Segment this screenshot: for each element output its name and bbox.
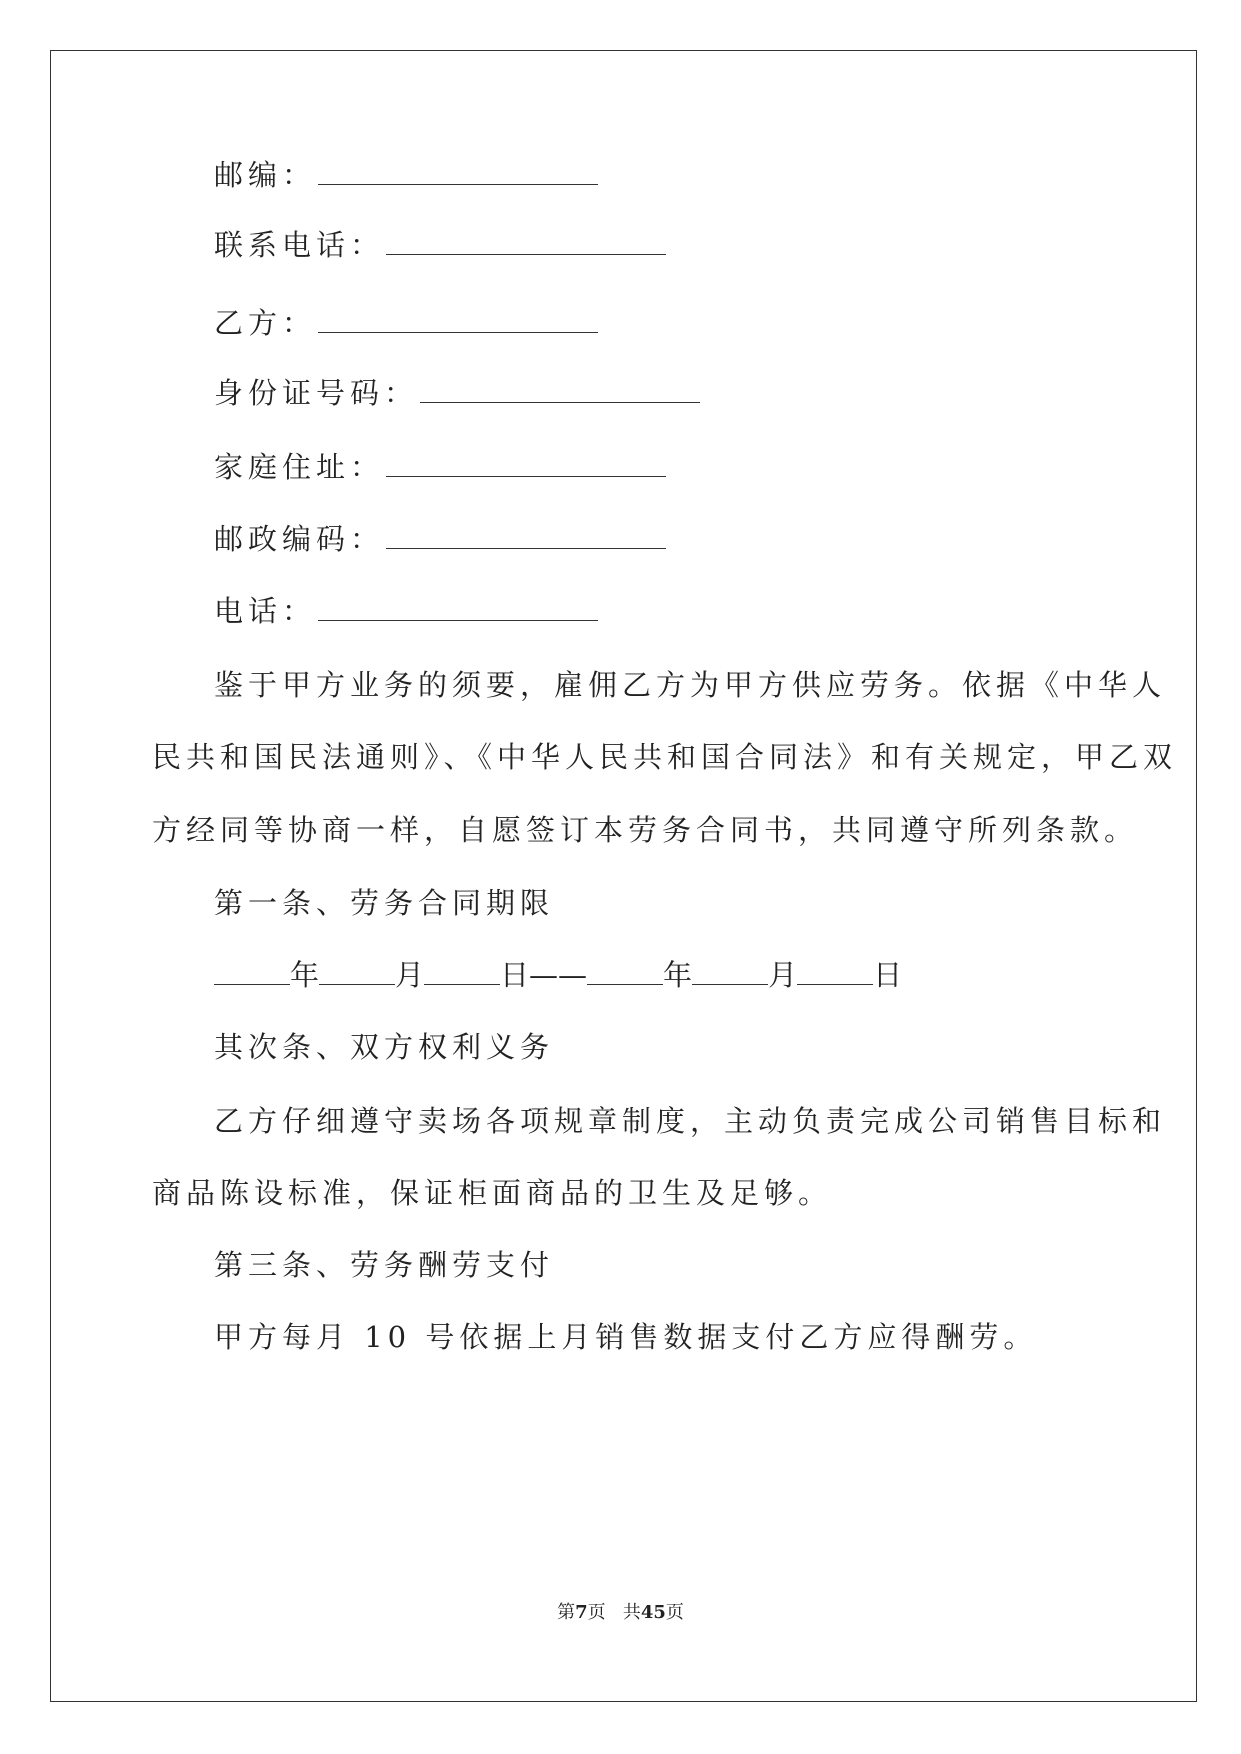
field-contact-phone [214, 225, 666, 265]
field-home-address [214, 447, 666, 487]
field-label: 邮政编码： [214, 522, 385, 556]
blank-end-year [587, 983, 663, 985]
date-unit: 日 [873, 958, 903, 992]
fill-blank [318, 183, 598, 185]
date-unit: 年 [663, 958, 693, 992]
article2-body-line-1: 乙方仔细遵守卖场各项规章制度，主动负责完成公司销售目标和 [214, 1104, 1167, 1138]
field-id-number [214, 373, 700, 413]
fill-blank [386, 547, 666, 549]
fill-blank [318, 619, 598, 621]
blank-start-year [214, 983, 290, 985]
field-label: 身份证号码： [214, 376, 419, 410]
article2-body-line-2: 商品陈设标准，保证柜面商品的卫生及足够。 [152, 1176, 833, 1210]
blank-end-month [692, 983, 768, 985]
article3-body: 甲方每月 10 号依据上月销售数据支付乙方应得酬劳。 [214, 1320, 1038, 1354]
fill-blank [318, 331, 598, 333]
fill-blank [386, 253, 666, 255]
footer-total-prefix: 共 [622, 1602, 641, 1623]
footer-prefix: 第 [557, 1602, 576, 1623]
field-label: 家庭住址： [214, 450, 385, 484]
field-phone [214, 591, 598, 631]
field-postal-code [214, 519, 666, 559]
field-party-b [214, 303, 598, 343]
date-unit: 月 [395, 958, 425, 992]
blank-start-day [424, 983, 500, 985]
date-unit: 月 [768, 958, 798, 992]
contract-period-dates [214, 955, 902, 995]
page-footer [0, 1598, 1241, 1624]
preamble-line-3: 方经同等协商一样，自愿签订本劳务合同书，共同遵守所列条款。 [152, 813, 1139, 847]
total-page-count: 45 [640, 1602, 666, 1623]
fill-blank [386, 475, 666, 477]
fill-blank [420, 401, 700, 403]
article2-heading: 其次条、双方权利义务 [214, 1030, 555, 1064]
article3-heading: 第三条、劳务酬劳支付 [214, 1248, 555, 1282]
field-label: 电话： [214, 594, 317, 628]
footer-page-suffix: 页 [587, 1602, 606, 1623]
preamble-line-1: 鉴于甲方业务的须要，雇佣乙方为甲方供应劳务。依据《中华人 [214, 668, 1167, 702]
preamble-line-2: 民共和国民法通则》、《中华人民共和国合同法》和有关规定，甲乙双 [152, 740, 1178, 774]
field-label: 邮编： [214, 158, 317, 192]
current-page-number: 7 [575, 1602, 588, 1623]
footer-total-suffix: 页 [665, 1602, 684, 1623]
blank-start-month [319, 983, 395, 985]
article1-heading: 第一条、劳务合同期限 [214, 886, 555, 920]
field-postcode [214, 155, 598, 195]
date-unit: 年 [290, 958, 320, 992]
date-unit: 日—— [500, 958, 588, 992]
blank-end-day [797, 983, 873, 985]
field-label: 乙方： [214, 306, 317, 340]
page-border [50, 50, 1197, 1702]
field-label: 联系电话： [214, 228, 385, 262]
